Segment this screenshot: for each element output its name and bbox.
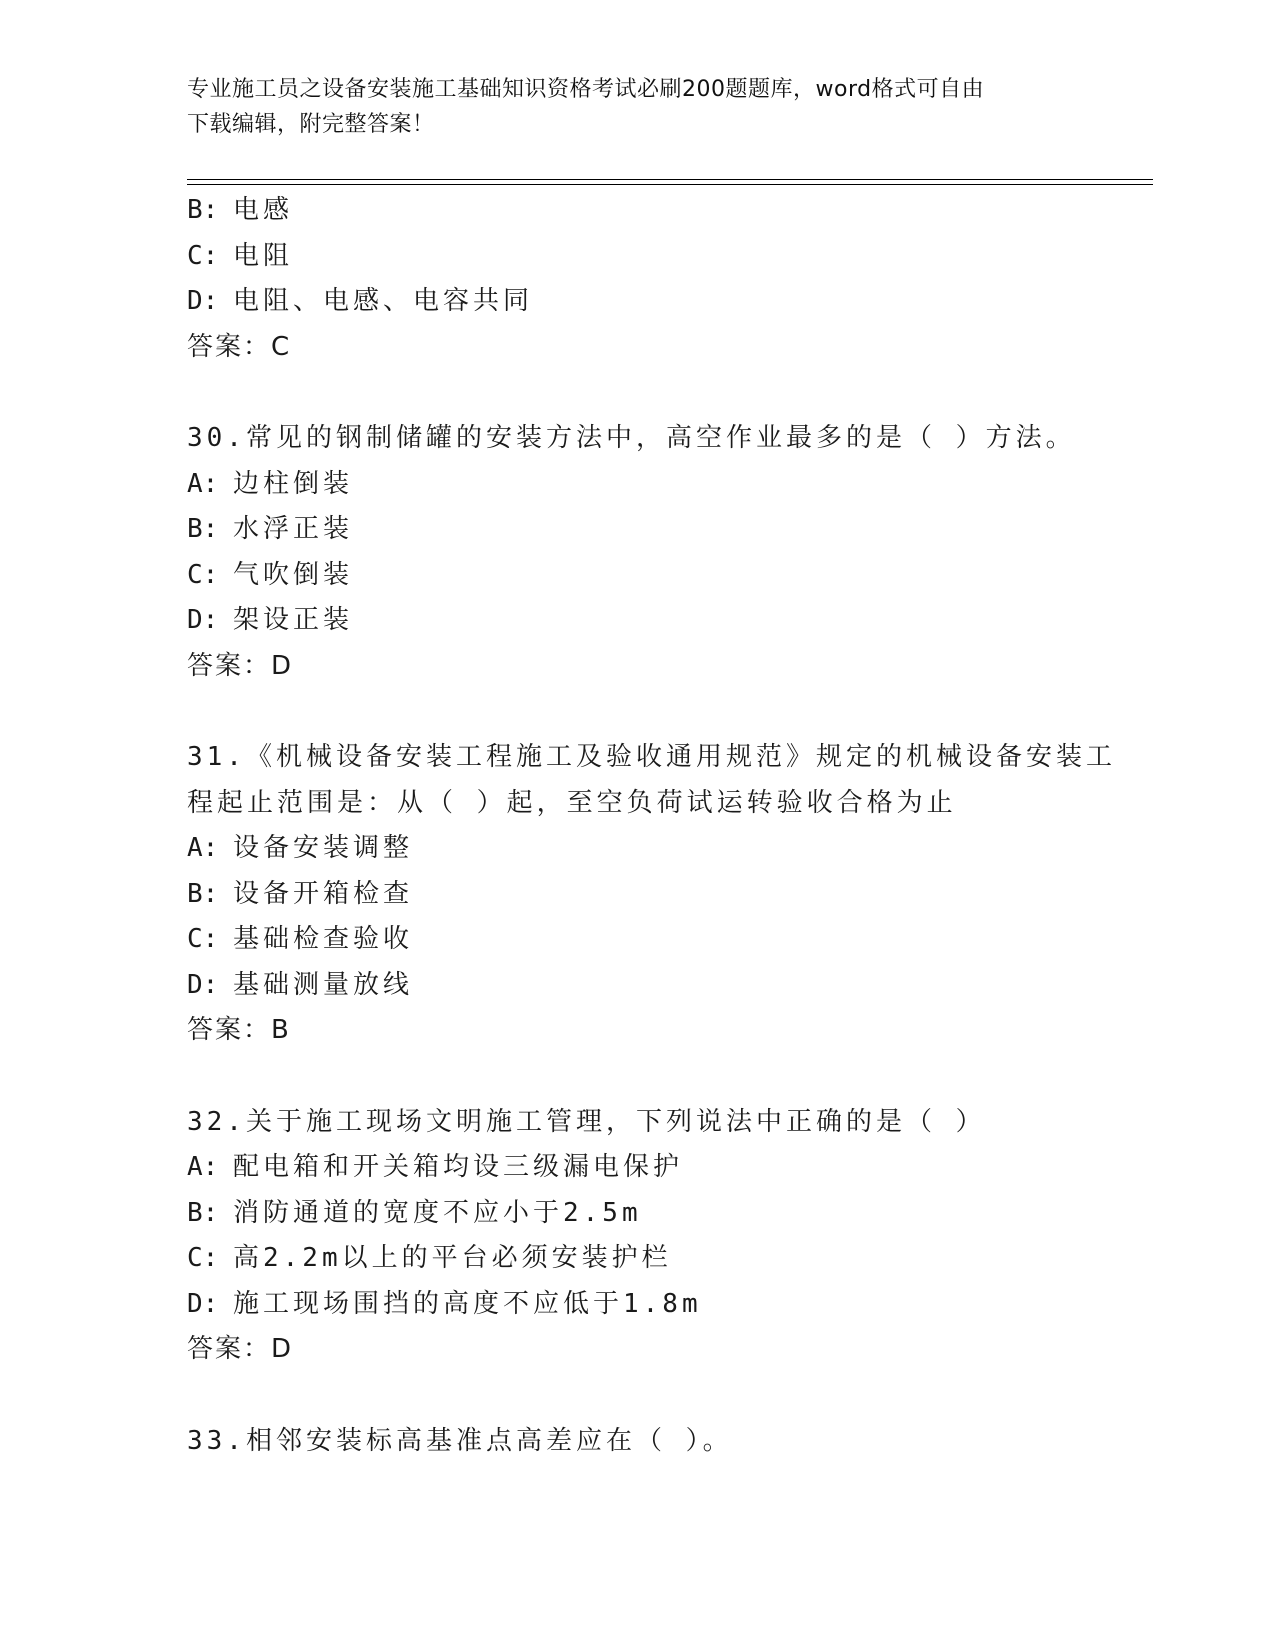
question-30 <box>187 416 1087 689</box>
option-d: D: 电阻、电感、电容共同 <box>187 286 534 316</box>
question-list <box>187 188 1116 1464</box>
question-32 <box>187 1100 1087 1373</box>
option-d: D: 架设正装 <box>187 605 354 635</box>
question-33 <box>187 1419 1087 1465</box>
option-d: D: 施工现场围挡的高度不应低于1.8m <box>187 1288 702 1319</box>
question-text: 31.《机械设备安装工程施工及验收通用规范》规定的机械设备安装工 <box>187 742 1116 772</box>
header-rule-top <box>187 179 1153 180</box>
option-c: C: 气吹倒装 <box>187 559 354 590</box>
option-c: C: 高2.2m以上的平台必须安装护栏 <box>187 1243 672 1273</box>
answer: 答案：D <box>187 650 294 681</box>
question-text-cont: 程起止范围是：从（ ）起，至空负荷试运转验收合格为止 <box>187 787 957 818</box>
option-b: B: 设备开箱检查 <box>187 878 414 909</box>
option-a: A: 设备安装调整 <box>187 833 414 863</box>
question-text: 33.相邻安装标高基准点高差应在（ ）。 <box>187 1425 733 1456</box>
answer: 答案：B <box>187 1015 291 1045</box>
option-b: B: 消防通道的宽度不应小于2.5m <box>187 1197 642 1228</box>
question-31 <box>187 735 1116 1054</box>
header-line-2: 下载编辑，附完整答案！ <box>187 112 435 137</box>
question-text: 32.关于施工现场文明施工管理，下列说法中正确的是（ ） <box>187 1106 986 1137</box>
option-c: C: 基础检查验收 <box>187 924 414 954</box>
header-line-1: 专业施工员之设备安装施工基础知识资格考试必刷200题题库，word格式可自由 <box>187 77 985 102</box>
header-rule-bottom <box>187 184 1153 185</box>
option-c: C: 电阻 <box>187 240 294 271</box>
option-a: A: 配电箱和开关箱均设三级漏电保护 <box>187 1152 684 1182</box>
document-header <box>187 72 1087 142</box>
question-text: 30.常见的钢制储罐的安装方法中，高空作业最多的是（ ）方法。 <box>187 423 1076 453</box>
option-b: B: 电感 <box>187 195 294 225</box>
option-a: A: 边柱倒装 <box>187 468 354 499</box>
answer: 答案：C <box>187 331 292 362</box>
question-29-tail <box>187 188 1087 370</box>
option-d: D: 基础测量放线 <box>187 969 414 1000</box>
option-b: B: 水浮正装 <box>187 514 354 544</box>
answer: 答案：D <box>187 1334 294 1364</box>
